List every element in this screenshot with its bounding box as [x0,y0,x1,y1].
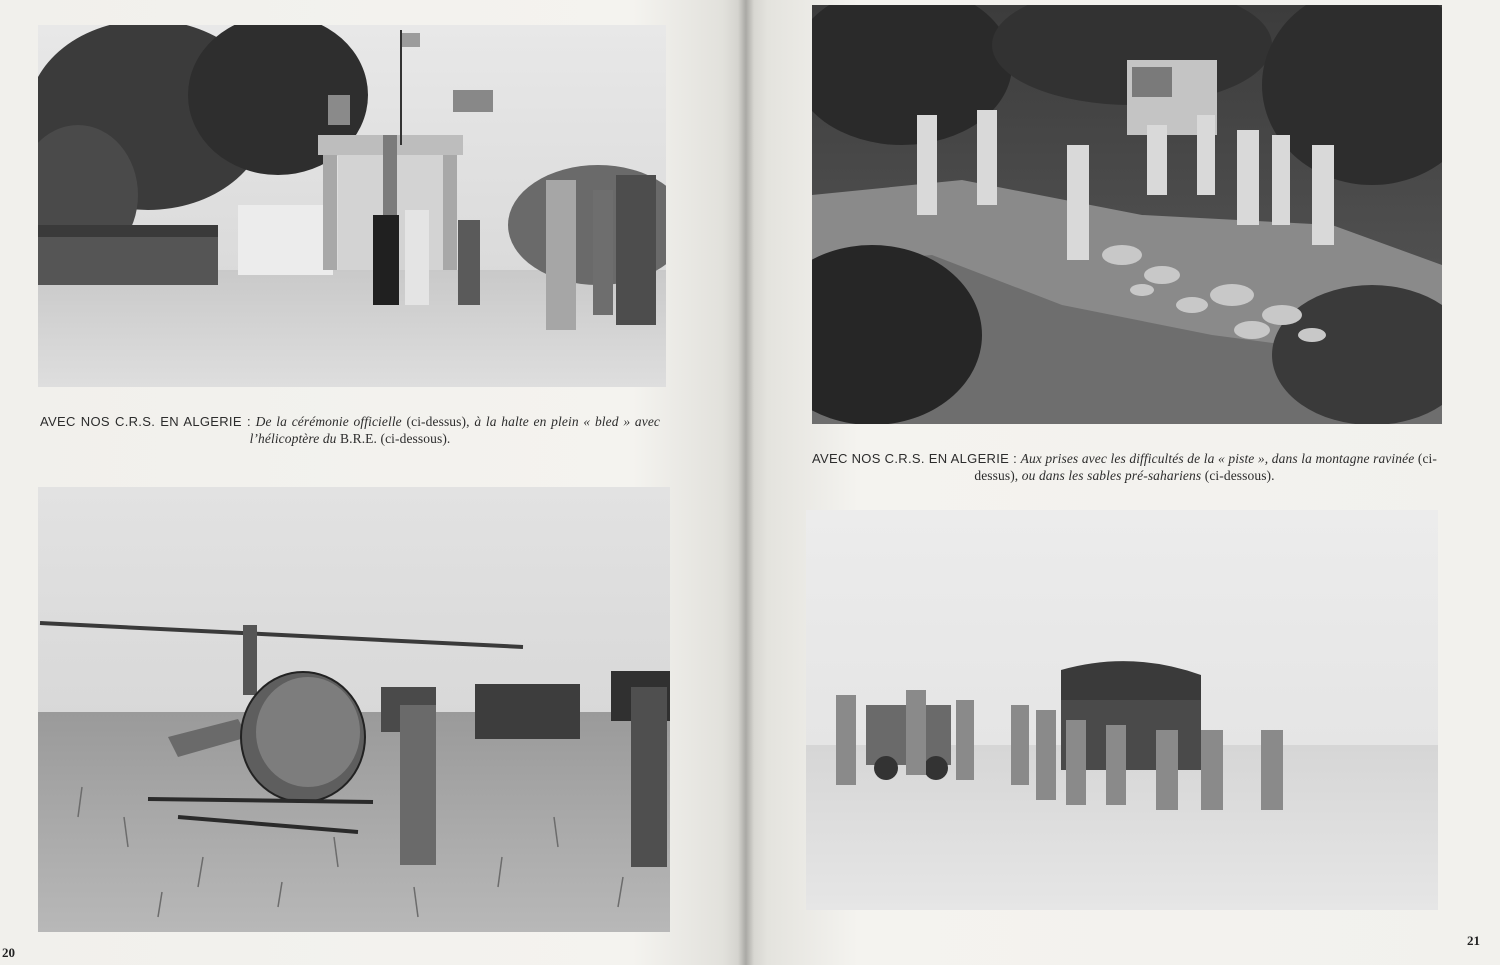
desert-photo [806,510,1438,910]
caption-paren: (ci-dessus), [974,451,1437,483]
caption-lead: AVEC NOS C.R.S. EN ALGERIE : [812,451,1018,466]
book-gutter [738,0,754,965]
caption-lead: AVEC NOS C.R.S. EN ALGERIE : [40,414,251,429]
right-page [745,0,1500,965]
ceremony-photo [38,25,666,387]
caption-text: ou dans les sables pré-sahariens [1021,468,1202,483]
caption-paren: (ci-dessous). [380,431,451,446]
right-caption [812,450,1437,484]
left-page [0,0,745,965]
caption-text: à la halte en plein « bled » avec l’hélicoptère du [249,414,661,446]
left-caption [40,413,660,447]
page-number-left: 20 [2,945,15,960]
caption-text: Aux prises avec les difficultés de la « piste », dans la montagne ravinée [1020,451,1415,466]
caption-paren: (ci-dessus), [406,414,470,429]
caption-text: De la cérémonie officielle [255,414,402,429]
caption-paren: (ci-dessous). [1204,468,1275,483]
mountain-track-photo [812,5,1442,424]
caption-abbr: B.R.E. [340,431,377,446]
page-number-right: 21 [1467,933,1480,948]
helicopter-photo [38,487,670,932]
